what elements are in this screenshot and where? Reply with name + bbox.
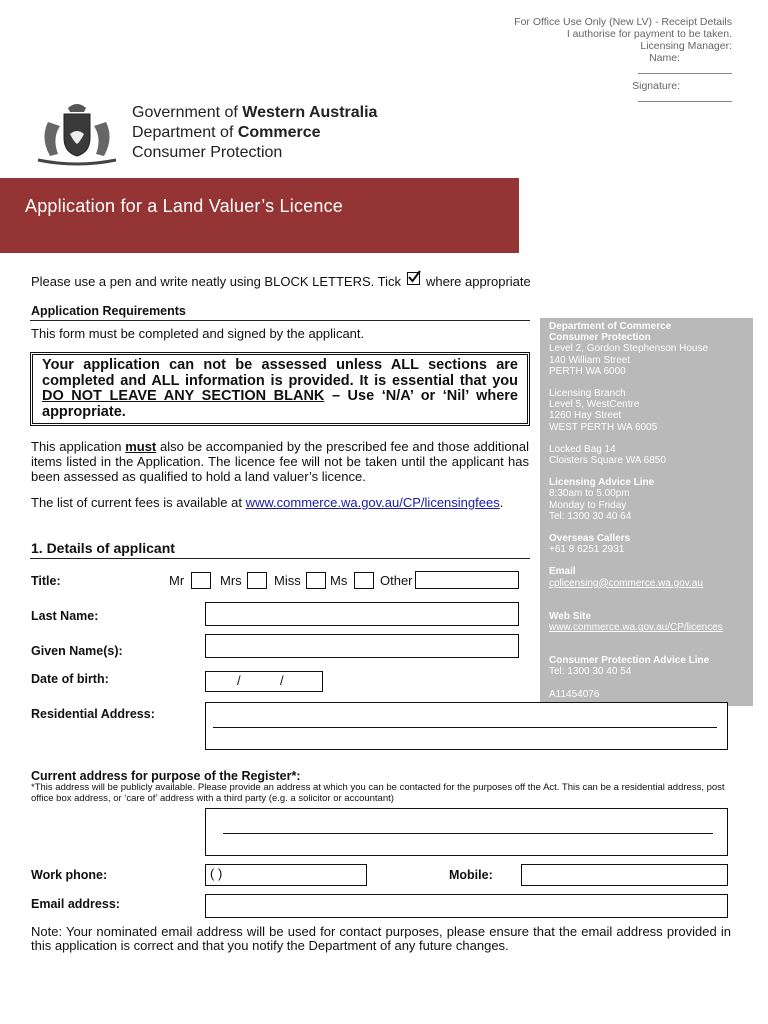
side-branch3: WEST PERTH WA 6005 — [549, 421, 658, 433]
mobile-field[interactable] — [521, 864, 728, 886]
warning-text-end: – Use ‘N/A’ or ‘Nil’ where appropriate. — [42, 388, 518, 420]
current-address-label: Current address for purpose of the Register*: — [31, 769, 301, 783]
title-ms-label: Ms — [330, 573, 348, 588]
side-cp: Consumer Protection — [549, 332, 651, 344]
side-branch: Licensing Branch — [549, 388, 626, 400]
side-bag2: Cloisters Square WA 6850 — [549, 455, 666, 467]
title-other-label: Other — [380, 573, 413, 588]
fee-paragraph — [31, 439, 529, 484]
email-label: Email address: — [31, 897, 120, 911]
side-dept: Department of Commerce — [549, 321, 672, 332]
side-advice2: Monday to Friday — [549, 499, 627, 511]
last-name-label: Last Name: — [31, 609, 99, 623]
office-signature-field[interactable] — [638, 90, 732, 102]
logo-line2-bold: Commerce — [237, 124, 321, 141]
fee-text-post: also be accompanied by the prescribed fee and those additional items listed in the Application. The licence fee will not be taken until the applicant has been assessed as qualified to hold a land valuer’s licence. — [31, 439, 529, 484]
given-names-label: Given Name(s): — [31, 644, 123, 658]
office-use-line1: For Office Use Only (New LV) - Receipt Details — [514, 16, 732, 28]
current-address-line — [223, 833, 713, 834]
logo-line3: Consumer Protection — [132, 144, 283, 161]
tick-example-icon — [407, 272, 420, 285]
office-signature-label: Signature: — [632, 80, 680, 92]
intro-after: where appropriate — [425, 274, 531, 289]
current-address-field[interactable] — [205, 808, 728, 856]
intro-instruction: Please use a pen and write neatly using BLOCK LETTERS. Tick — [31, 274, 401, 289]
last-name-field[interactable] — [205, 602, 519, 626]
warning-box — [30, 352, 530, 426]
current-address-note: *This address will be publicly available. Please provide an address at which you can be contacted for the purposes off the Act. This can be a residential address, post office box address, or ‘care of’ address with a third party (e.g. a solicitor or accountant) — [31, 782, 725, 804]
logo-line2: Department of — [132, 124, 238, 141]
requirements-heading: Application Requirements — [31, 304, 186, 318]
side-email-link[interactable]: cplicensing@commerce.wa.gov.au — [549, 577, 703, 589]
side-ref: A11454076 — [549, 688, 600, 700]
title-miss-label: Miss — [274, 573, 301, 588]
dob-label: Date of birth: — [31, 672, 109, 686]
office-name-field[interactable] — [638, 62, 732, 74]
address-line — [213, 727, 717, 728]
government-logo — [30, 98, 377, 168]
fee-must: must — [125, 439, 157, 454]
side-addr3: PERTH WA 6000 — [549, 365, 626, 377]
fees-list-post: . — [499, 495, 504, 510]
title-mrs-checkbox[interactable] — [247, 572, 267, 589]
fees-list-pre: The list of current fees is available at — [31, 495, 246, 510]
title-mr-label: Mr — [169, 573, 185, 588]
side-email-heading: Email — [549, 566, 576, 578]
dob-field[interactable] — [205, 671, 323, 692]
side-web-link[interactable]: www.commerce.wa.gov.au/CP/licences — [549, 622, 723, 634]
side-cpal-heading: Consumer Protection Advice Line — [549, 655, 710, 667]
contact-side-panel — [540, 318, 753, 706]
title-mrs-label: Mrs — [220, 573, 242, 588]
mobile-label: Mobile: — [449, 868, 493, 882]
side-advice-heading: Licensing Advice Line — [549, 477, 655, 489]
logo-line1: Government of — [132, 104, 243, 121]
section1-heading: 1. Details of applicant — [31, 540, 175, 556]
fees-list-text — [31, 495, 503, 510]
side-overseas1: +61 8 6251 2931 — [549, 544, 625, 556]
residential-address-field[interactable] — [205, 702, 728, 750]
side-addr1: Level 2, Gordon Stephenson House — [549, 343, 708, 355]
residential-address-label: Residential Address: — [31, 707, 155, 721]
requirements-text: This form must be completed and signed by the applicant. — [31, 326, 365, 341]
dob-separator-2: / — [280, 673, 284, 688]
office-use-line3: Licensing Manager: — [640, 40, 732, 52]
side-advice1: 8:30am to 5.00pm — [549, 488, 630, 500]
title-miss-checkbox[interactable] — [306, 572, 326, 589]
section1-divider — [30, 558, 530, 559]
fees-link[interactable]: www.commerce.wa.gov.au/CP/licensingfees — [245, 495, 500, 510]
logo-text — [132, 103, 377, 163]
work-phone-label: Work phone: — [31, 868, 108, 882]
title-other-field[interactable] — [415, 571, 519, 589]
side-cpal: Tel: 1300 30 40 54 — [549, 666, 632, 678]
fee-text-pre: This application — [31, 439, 126, 454]
logo-line1-bold: Western Australia — [242, 104, 378, 121]
title-ms-checkbox[interactable] — [354, 572, 374, 589]
dob-separator-1: / — [237, 673, 241, 688]
side-addr2: 140 William Street — [549, 354, 631, 366]
divider — [30, 320, 530, 321]
title-mr-checkbox[interactable] — [191, 572, 211, 589]
office-use-line2: I authorise for payment to be taken. — [566, 28, 732, 40]
side-branch1: Level 5, WestCentre — [549, 399, 640, 411]
side-advice3: Tel: 1300 30 40 64 — [549, 510, 632, 522]
side-bag1: Locked Bag 14 — [549, 443, 616, 455]
email-note: Note: Your nominated email address will be used for contact purposes, please ensure that the email address provided in this application is correct and that you notify the Department of any future changes. — [31, 924, 731, 953]
intro-text — [31, 274, 531, 289]
warning-text: Your application can not be assessed unless ALL sections are completed and ALL information is provided. It is essential that you — [42, 357, 518, 389]
office-use-block — [514, 16, 732, 102]
title-label: Title: — [31, 574, 61, 588]
given-names-field[interactable] — [205, 634, 519, 658]
warning-underlined: DO NOT LEAVE ANY SECTION BLANK — [42, 388, 325, 404]
coat-of-arms-icon — [30, 98, 124, 168]
side-web-heading: Web Site — [549, 610, 592, 622]
side-overseas-heading: Overseas Callers — [549, 533, 631, 545]
page-title: Application for a Land Valuer’s Licence — [25, 196, 344, 216]
side-branch2: 1260 Hay Street — [549, 410, 622, 422]
work-phone-field[interactable]: ( ) — [205, 864, 367, 886]
office-name-label: Name: — [649, 52, 680, 64]
email-field[interactable] — [205, 894, 728, 918]
